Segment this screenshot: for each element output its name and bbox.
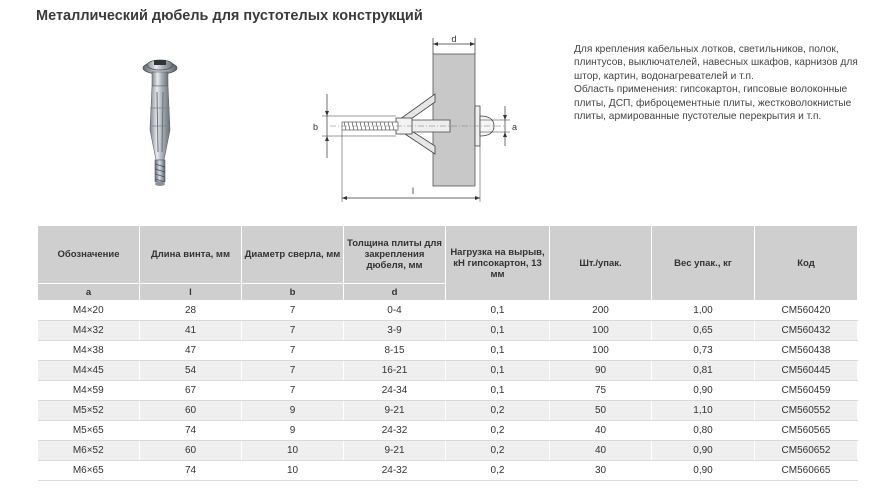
table-cell: 10 — [242, 461, 344, 481]
dim-b-label: b — [313, 122, 319, 132]
table-cell: CM560652 — [755, 441, 858, 461]
table-cell: 1,00 — [652, 301, 755, 321]
table-cell: 0,1 — [446, 361, 550, 381]
col-screw-length: Длина винта, мм — [140, 226, 242, 284]
table-row — [38, 381, 858, 401]
table-cell: 30 — [550, 461, 652, 481]
table-cell: 0,2 — [446, 421, 550, 441]
table-cell: 3-9 — [344, 321, 446, 341]
dim-a-label: a — [512, 122, 518, 132]
table-cell: CM560432 — [755, 321, 858, 341]
sub-d: d — [344, 284, 446, 301]
dim-l-label: l — [412, 186, 414, 196]
table-cell: M4×59 — [38, 381, 140, 401]
table-cell: 67 — [140, 381, 242, 401]
dowel-photo — [128, 48, 188, 198]
table-cell: 24-34 — [344, 381, 446, 401]
table-cell: CM560438 — [755, 341, 858, 361]
table-cell: 8-15 — [344, 341, 446, 361]
table-cell: 100 — [550, 341, 652, 361]
table-cell: 0,2 — [446, 461, 550, 481]
sub-b: b — [242, 284, 344, 301]
table-cell: 28 — [140, 301, 242, 321]
description-application: Область применения: гипсокартон, гипсовые волоконные плиты, ДСП, фиброцементные плиты, жестковолокнистые плиты, армированные пустотелые перекрытия и т.п. — [574, 84, 852, 123]
table-row — [38, 361, 858, 381]
dowel-drawing — [300, 32, 530, 207]
table-cell: M4×45 — [38, 361, 140, 381]
table-cell: 9-21 — [344, 441, 446, 461]
table-cell: 9 — [242, 421, 344, 441]
table-cell: 0,80 — [652, 421, 755, 441]
table-cell: 41 — [140, 321, 242, 341]
table-cell: 0,2 — [446, 441, 550, 461]
table-cell: 0,1 — [446, 381, 550, 401]
table-cell: 0,81 — [652, 361, 755, 381]
table-cell: 24-32 — [344, 421, 446, 441]
table-cell: 40 — [550, 421, 652, 441]
table-cell: 60 — [140, 401, 242, 421]
table-cell: 9-21 — [344, 401, 446, 421]
col-pack-weight: Вес упак., кг — [652, 226, 755, 301]
table-cell: 75 — [550, 381, 652, 401]
table-row — [38, 441, 858, 461]
table-cell: 7 — [242, 301, 344, 321]
table-cell: 0,1 — [446, 301, 550, 321]
description-purpose: Для крепления кабельных лотков, светильников, полок, плинтусов, выключателей, навесных шкафов, карнизов для штор, картин, водонагревателей и т.п. — [574, 44, 858, 82]
table-cell: 200 — [550, 301, 652, 321]
table-cell: 0,90 — [652, 461, 755, 481]
sub-l: l — [140, 284, 242, 301]
col-pullout-load: Нагрузка на вырыв, кН гипсокартон, 13 мм — [446, 226, 550, 301]
table-cell: 16-21 — [344, 361, 446, 381]
table-cell: 100 — [550, 321, 652, 341]
table-cell: 7 — [242, 321, 344, 341]
page-title: Металлический дюбель для пустотелых конструкций — [36, 8, 423, 24]
table-cell: 9 — [242, 401, 344, 421]
table-row — [38, 321, 858, 341]
product-description — [574, 43, 874, 123]
table-cell: 1,10 — [652, 401, 755, 421]
sub-a: a — [38, 284, 140, 301]
table-cell: M6×65 — [38, 461, 140, 481]
table-cell: 7 — [242, 361, 344, 381]
table-row — [38, 421, 858, 441]
table-cell: 7 — [242, 381, 344, 401]
table-row — [38, 461, 858, 481]
table-cell: 7 — [242, 341, 344, 361]
table-cell: M4×38 — [38, 341, 140, 361]
specification-table — [37, 225, 858, 481]
table-cell: 0-4 — [344, 301, 446, 321]
table-cell: M5×65 — [38, 421, 140, 441]
table-cell: CM560565 — [755, 421, 858, 441]
table-cell: 50 — [550, 401, 652, 421]
dim-d-label: d — [451, 34, 457, 44]
col-designation: Обозначение — [38, 226, 140, 284]
table-cell: 47 — [140, 341, 242, 361]
col-board-thickness: Толщина плиты для закрепления дюбеля, мм — [344, 226, 446, 284]
col-pcs-per-pack: Шт./упак. — [550, 226, 652, 301]
table-cell: M5×52 — [38, 401, 140, 421]
table-cell: CM560420 — [755, 301, 858, 321]
col-code: Код — [755, 226, 858, 301]
table-cell: 74 — [140, 461, 242, 481]
table-row — [38, 341, 858, 361]
table-cell: CM560445 — [755, 361, 858, 381]
table-cell: M4×20 — [38, 301, 140, 321]
table-cell: 0,65 — [652, 321, 755, 341]
table-cell: CM560665 — [755, 461, 858, 481]
table-cell: M4×32 — [38, 321, 140, 341]
table-cell: 74 — [140, 421, 242, 441]
table-cell: 0,90 — [652, 441, 755, 461]
table-cell: 0,1 — [446, 321, 550, 341]
table-cell: 24-32 — [344, 461, 446, 481]
table-cell: 0,73 — [652, 341, 755, 361]
table-cell: 0,90 — [652, 381, 755, 401]
table-cell: 0,1 — [446, 341, 550, 361]
table-cell: 40 — [550, 441, 652, 461]
table-row — [38, 301, 858, 321]
table-cell: 60 — [140, 441, 242, 461]
col-drill-diameter: Диаметр сверла, мм — [242, 226, 344, 284]
table-cell: M6×52 — [38, 441, 140, 461]
table-header-row — [38, 226, 858, 284]
table-cell: 54 — [140, 361, 242, 381]
table-cell: 10 — [242, 441, 344, 461]
table-cell: 90 — [550, 361, 652, 381]
table-cell: CM560552 — [755, 401, 858, 421]
table-row — [38, 401, 858, 421]
table-cell: 0,2 — [446, 401, 550, 421]
table-cell: CM560459 — [755, 381, 858, 401]
